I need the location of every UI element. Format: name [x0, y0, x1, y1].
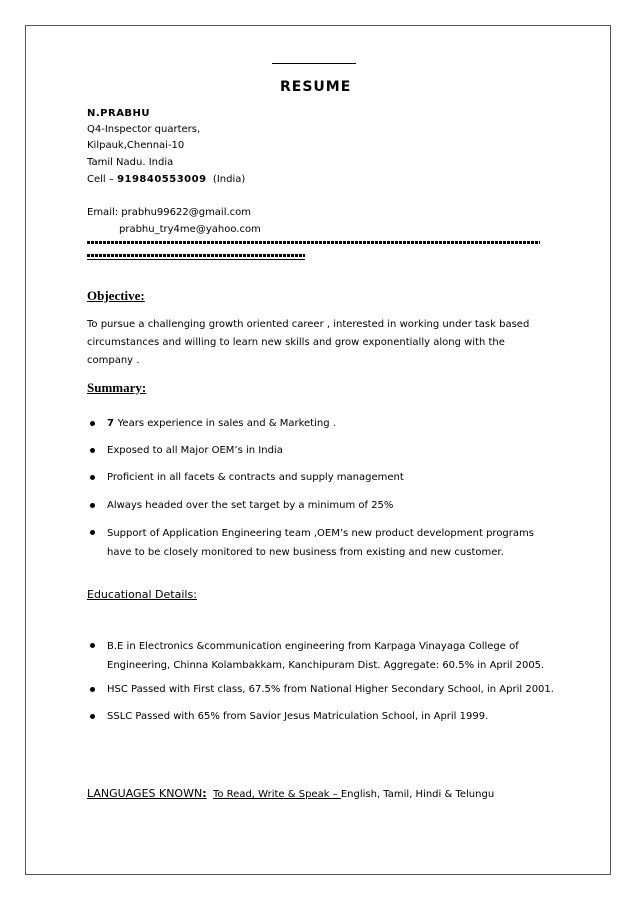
email-line — [87, 207, 251, 219]
cell-suffix: (India) — [212, 174, 246, 185]
cell-line — [87, 174, 245, 186]
bullet-icon — [90, 530, 95, 535]
summary-heading: Summary: — [87, 380, 147, 395]
education-heading: Educational Details: — [87, 588, 197, 601]
email-secondary: prabhu_try4me@yahoo.com — [119, 224, 261, 235]
objective-heading: Objective: — [87, 288, 145, 303]
bullet-icon — [90, 475, 95, 480]
languages-label: LANGUAGES KNOWN — [87, 787, 203, 800]
email-label: Email: — [87, 207, 122, 218]
email-primary: prabhu99622@gmail.com — [121, 207, 252, 218]
address-line-3: Tamil Nadu. India — [87, 157, 174, 168]
bullet-icon — [90, 448, 95, 453]
separator-underline — [87, 259, 305, 260]
education-item-3: SSLC Passed with 65% from Savior Jesus Matriculation School, in April 1999. — [107, 711, 489, 722]
summary-item-4: Always headed over the set target by a minimum of 25% — [107, 500, 394, 511]
languages-ability: To Read, Write & Speak – — [212, 789, 341, 800]
languages-line — [87, 787, 494, 800]
cell-number: 919840553009 — [117, 174, 207, 185]
summary-item-3: Proficient in all facets & contracts and supply management — [107, 472, 404, 483]
separator-dashes-2 — [87, 254, 305, 257]
bullet-icon — [90, 421, 95, 426]
objective-text: To pursue a challenging growth oriented career , interested in working under task based circumstances and willing to learn new skills and grow exponentially along with the company . — [87, 319, 530, 366]
bullet-icon — [90, 714, 95, 719]
bullet-icon — [90, 503, 95, 508]
summary-item-2: Exposed to all Major OEM’s in India — [107, 445, 283, 456]
separator-dashes-1 — [87, 241, 540, 244]
languages-colon: : — [202, 787, 207, 800]
summary-item-1-years: 7 — [107, 418, 115, 429]
education-item-2: HSC Passed with First class, 67.5% from National Higher Secondary School, in April 2001. — [107, 684, 554, 695]
bullet-icon — [90, 687, 95, 692]
candidate-name: N.PRABHU — [87, 108, 151, 119]
resume-title: RESUME — [280, 79, 352, 95]
education-item-1: B.E in Electronics &communication engineering from Karpaga Vinayaga College of Engineering, Chinna Kolambakkam, Kanchipuram Dist. Aggregate: 60.5% in April 2005. — [107, 641, 545, 671]
address-line-2: Kilpauk,Chennai-10 — [87, 140, 185, 151]
summary-item-1-text: Years experience in sales and & Marketing . — [114, 418, 336, 429]
summary-item-5: Support of Application Engineering team ,OEM’s new product development programs have to be closely monitored to new business from existing and new customer. — [107, 528, 534, 558]
address-line-1: Q4-Inspector quarters, — [87, 124, 201, 135]
title-rule — [272, 63, 356, 64]
summary-item-1 — [107, 418, 336, 430]
languages-list: English, Tamil, Hindi & Telungu — [340, 789, 495, 800]
bullet-icon — [90, 643, 95, 648]
cell-prefix: Cell – — [87, 174, 118, 185]
